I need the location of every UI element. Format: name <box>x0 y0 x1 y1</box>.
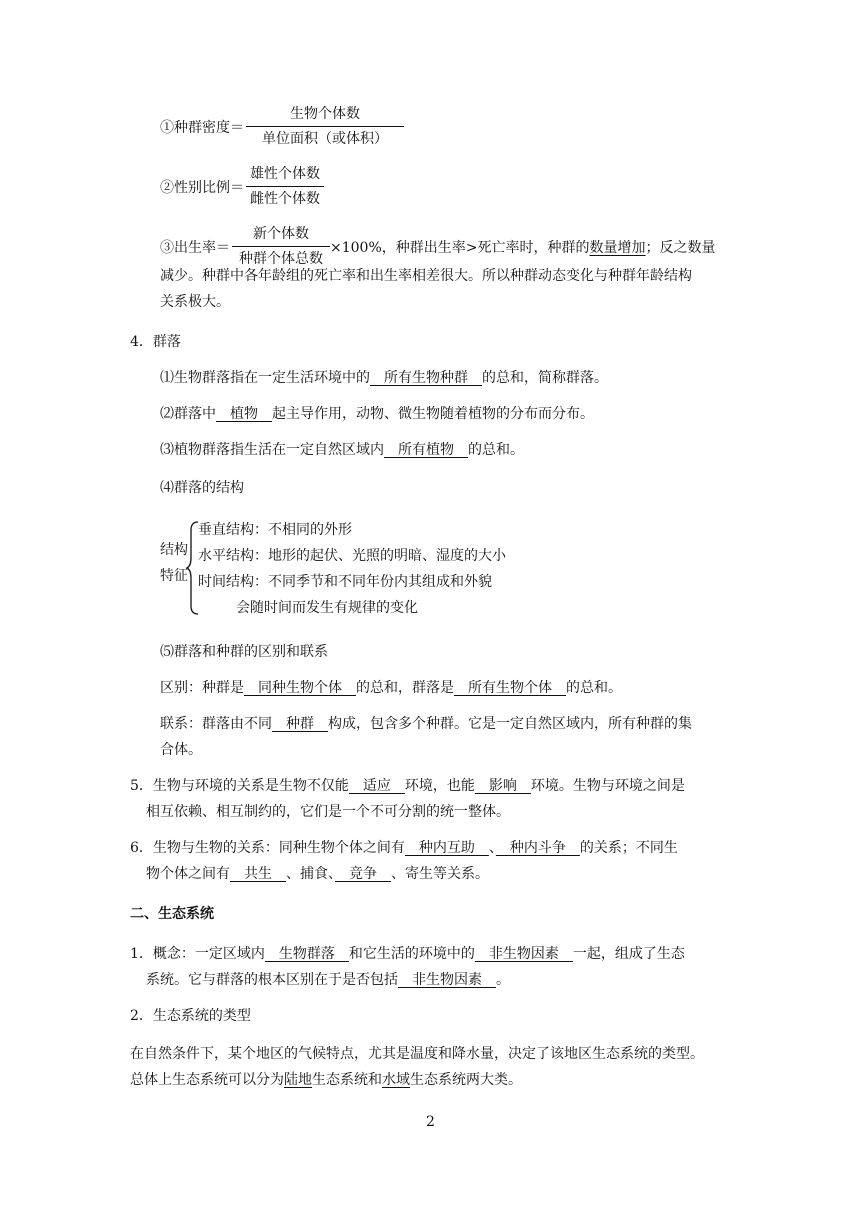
birth-rate-formula <box>160 224 716 269</box>
density-label: ①种群密度＝ <box>160 119 244 136</box>
sec6-fill-1: 种内互助 <box>404 840 489 856</box>
concept-line <box>130 944 685 964</box>
section-6-line2 <box>146 864 489 884</box>
types-heading: 2．生态系统的类型 <box>130 1008 251 1024</box>
sec5-fill-1: 适应 <box>348 778 405 794</box>
p2-fill: 植物 <box>216 406 272 422</box>
sec5-text-c: 环境。生物与环境之间是 <box>530 778 685 794</box>
structure-label-1: 结构 <box>160 542 188 558</box>
sec6-text-b: 、 <box>488 840 496 856</box>
concept-line2-text-b: 。 <box>496 972 510 988</box>
community-p4: ⑷群落的结构 <box>160 480 244 496</box>
concept-text-b: 和它生活的环境中的 <box>348 946 475 962</box>
sex-ratio-formula <box>160 164 324 209</box>
community-p2 <box>160 404 594 424</box>
birth-rate-suffix-a: ×100%，种群出生率>死亡率时，种群的 <box>330 239 590 256</box>
section-5 <box>130 776 685 796</box>
community-p5: ⑸群落和种群的区别和联系 <box>160 644 328 660</box>
density-formula <box>160 104 404 149</box>
page-number: 2 <box>426 1114 435 1130</box>
sec6-fill-3: 共生 <box>230 866 286 882</box>
concept-text-a: 1．概念：一定区域内 <box>130 946 265 962</box>
sec5-text-b: 环境，也能 <box>404 778 475 794</box>
sex-ratio-label: ②性别比例＝ <box>160 179 244 196</box>
structure-label-2: 特征 <box>160 568 188 584</box>
sec6-fill-2: 种内斗争 <box>495 840 580 856</box>
structure-temporal-cont: 会随时间而发生有规律的变化 <box>236 600 418 616</box>
sec6-text-e: 、捕食、 <box>286 866 335 882</box>
diff-text-c: 的总和。 <box>566 680 622 696</box>
density-denominator: 单位面积（或体积） <box>262 131 388 147</box>
birth-rate-line2: 减少。种群中各年龄组的死亡率和出生率相差很大。所以种群动态变化与种群年龄结构 <box>160 268 692 284</box>
diff-fill-2: 所有生物个体 <box>454 680 566 696</box>
sec6-text-f: 、寄生等关系。 <box>391 866 489 882</box>
part-2-heading: 二、生态系统 <box>130 906 214 922</box>
link-text-a: 联系：群落由不同 <box>160 716 272 732</box>
p3-text-a: ⑶植物群落指生活在一定自然区域内 <box>160 442 384 458</box>
link-line <box>160 714 692 734</box>
birth-rate-line3: 关系极大。 <box>160 294 230 310</box>
concept-line-2 <box>146 970 510 990</box>
p2-text-a: ⑵群落中 <box>160 406 216 422</box>
types-paragraph-1: 在自然条件下，某个地区的气候特点，尤其是温度和降水量，决定了该地区生态系统的类型。 <box>130 1046 704 1062</box>
birth-rate-denominator: 种群个体总数 <box>239 251 323 267</box>
p3-fill: 所有植物 <box>384 442 468 458</box>
community-p3 <box>160 440 524 460</box>
concept-fill-3: 非生物因素 <box>398 972 496 988</box>
section-4-title: 4．群落 <box>130 334 181 350</box>
structure-temporal: 时间结构：不同季节和不同年份内其组成和外貌 <box>198 574 492 590</box>
sec5-fill-2: 影响 <box>474 778 531 794</box>
density-fraction <box>246 104 404 149</box>
p1-fill: 所有生物种群 <box>370 370 482 386</box>
concept-fill-1: 生物群落 <box>264 946 349 962</box>
sex-ratio-numerator: 雄性个体数 <box>246 164 324 187</box>
birth-rate-text <box>330 237 716 257</box>
community-p1 <box>160 368 608 388</box>
difference-line <box>160 678 622 698</box>
birth-rate-fraction <box>232 224 330 269</box>
types-fill-1: 陆地 <box>284 1072 312 1088</box>
section-5-line2: 相互依赖、相互制约的，它们是一个不可分割的统一整体。 <box>146 804 510 820</box>
types-paragraph-2 <box>130 1070 522 1090</box>
concept-line2-text-a: 系统。它与群落的根本区别在于是否包括 <box>146 972 398 988</box>
structure-horizontal: 水平结构：地形的起伏、光照的明暗、湿度的大小 <box>198 548 506 564</box>
concept-text-c: 一起，组成了生态 <box>572 946 685 962</box>
diff-fill-1: 同种生物个体 <box>244 680 356 696</box>
diff-text-a: 区别：种群是 <box>160 680 244 696</box>
sec6-text-d: 物个体之间有 <box>146 866 230 882</box>
types-text-c: 生态系统两大类。 <box>410 1072 522 1088</box>
types-text-b: 生态系统和 <box>312 1072 382 1088</box>
p2-text-b: 起主导作用，动物、微生物随着植物的分布而分布。 <box>272 406 594 422</box>
section-6 <box>130 838 678 858</box>
p1-text-a: ⑴生物群落指在一定生活环境中的 <box>160 370 370 386</box>
link-text-b: 构成，包含多个种群。它是一定自然区域内，所有种群的集 <box>328 716 692 732</box>
types-text-a: 总体上生态系统可以分为 <box>130 1072 284 1088</box>
sec6-fill-4: 竞争 <box>335 866 391 882</box>
concept-fill-2: 非生物因素 <box>474 946 573 962</box>
types-fill-2: 水域 <box>382 1072 410 1088</box>
density-numerator: 生物个体数 <box>246 104 404 127</box>
p1-text-b: 的总和，简称群落。 <box>482 370 608 386</box>
sec5-text-a: 5．生物与环境的关系是生物不仅能 <box>130 778 349 794</box>
birth-rate-label: ③出生率＝ <box>160 239 230 256</box>
p3-text-b: 的总和。 <box>468 442 524 458</box>
sec6-text-a: 6．生物与生物的关系：同种生物个体之间有 <box>130 840 405 856</box>
link-line-2: 合体。 <box>160 742 202 758</box>
link-fill: 种群 <box>272 716 328 732</box>
sec6-text-c: 的关系；不同生 <box>579 840 678 856</box>
diff-text-b: 的总和，群落是 <box>356 680 454 696</box>
birth-rate-suffix-b: ；反之数量 <box>645 239 716 256</box>
birth-rate-fill: 数量增加 <box>589 239 646 256</box>
sex-ratio-fraction <box>246 164 324 209</box>
structure-vertical: 垂直结构：不相同的外形 <box>198 522 352 538</box>
sex-ratio-denominator: 雌性个体数 <box>250 191 320 207</box>
birth-rate-numerator: 新个体数 <box>232 224 330 247</box>
